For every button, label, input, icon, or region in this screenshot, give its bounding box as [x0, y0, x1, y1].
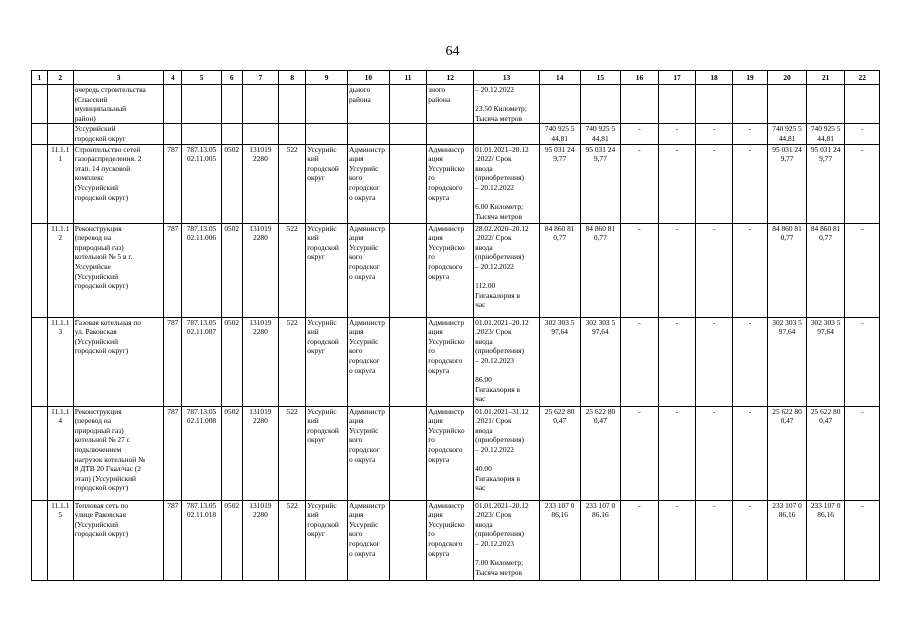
- cell-amount-14: [539, 85, 580, 124]
- cell-col-1: [32, 317, 48, 406]
- cell-object-name: Газовая котельная по ул. Раковская (Уссурийский городской округ): [73, 317, 164, 406]
- cell-territory: Уссурийс кий городской округ: [306, 144, 348, 223]
- cell-code-8: [279, 85, 306, 124]
- cell-amount-20: 25 622 80 0,47: [768, 406, 807, 500]
- cell-amount-15: 302 303 5 97,64: [580, 317, 621, 406]
- cell-col-11: [389, 124, 427, 144]
- cell-customer: Администр ация Уссурийс кого городског о округа: [347, 223, 389, 317]
- cell-term-and-capacity: 01.01.2021–20.12 .2023/ Срок ввода (приобретения) – 20.12.2023 7.00 Километр; Тысяча метров: [474, 500, 540, 580]
- table-row: [32, 144, 880, 223]
- cell-code-6: 0502: [221, 223, 242, 317]
- cell-col-17: -: [658, 144, 696, 223]
- cell-code-6: 0502: [221, 144, 242, 223]
- cell-code-8: 522: [279, 223, 306, 317]
- cell-col-11: [389, 223, 427, 317]
- cell-customer: Администр ация Уссурийс кого городског о округа: [347, 144, 389, 223]
- cell-amount-14: 95 031 24 9,77: [539, 144, 580, 223]
- cell-term-and-capacity: [474, 124, 540, 144]
- cell-col-19: [732, 85, 767, 124]
- cell-col-1: [32, 500, 48, 580]
- cell-row-number: [47, 85, 73, 124]
- cell-territory: [306, 124, 348, 144]
- cell-col-16: -: [621, 317, 659, 406]
- cell-col-22: -: [845, 406, 880, 500]
- cell-col-1: [32, 144, 48, 223]
- cell-col-17: [658, 85, 696, 124]
- column-header-20: 20: [768, 71, 807, 85]
- cell-amount-15: 84 860 81 0,77: [580, 223, 621, 317]
- cell-row-number: 11.1.1 3: [47, 317, 73, 406]
- cell-code-7: 131019 2280: [242, 500, 279, 580]
- cell-col-19: -: [732, 223, 767, 317]
- column-header-7: 7: [242, 71, 279, 85]
- cell-code-4: 787: [164, 144, 182, 223]
- cell-customer: Администр ация Уссурийс кого городског о округа: [347, 317, 389, 406]
- cell-code-8: [279, 124, 306, 144]
- cell-term-and-capacity: 28.02.2020–20.12 .2022/ Срок ввода (приобретения) – 20.12.2022 112.00 Гигакалория в час: [474, 223, 540, 317]
- table-row: [32, 223, 880, 317]
- cell-executor: Администр ация Уссурийско го городского округа: [427, 500, 474, 580]
- cell-object-name: Тепловая сеть по улице Раковская (Уссурийский городской округ): [73, 500, 164, 580]
- table-row: [32, 317, 880, 406]
- cell-col-1: [32, 124, 48, 144]
- table-body: [32, 71, 880, 581]
- cell-col-1: [32, 223, 48, 317]
- cell-col-19: -: [732, 124, 767, 144]
- cell-territory: Уссурийс кий городской округ: [306, 500, 348, 580]
- cell-row-number: [47, 124, 73, 144]
- column-header-11: 11: [389, 71, 427, 85]
- page-number: 64: [445, 44, 460, 59]
- cell-customer: [347, 124, 389, 144]
- column-header-12: 12: [427, 71, 474, 85]
- cell-amount-14: 302 303 5 97,64: [539, 317, 580, 406]
- cell-code-4: [164, 85, 182, 124]
- cell-object-name: очередь строительства (Спасский муниципальный район): [73, 85, 164, 124]
- cell-col-18: [696, 85, 733, 124]
- cell-amount-21: 302 303 5 97,64: [806, 317, 845, 406]
- cell-col-18: -: [696, 406, 733, 500]
- cell-col-11: [389, 85, 427, 124]
- cell-amount-14: 740 925 5 44,81: [539, 124, 580, 144]
- cell-row-number: 11.1.1 2: [47, 223, 73, 317]
- cell-code-4: 787: [164, 500, 182, 580]
- cell-col-18: -: [696, 500, 733, 580]
- cell-row-number: 11.1.1 1: [47, 144, 73, 223]
- cell-amount-20: [768, 85, 807, 124]
- cell-amount-21: 740 925 5 44,81: [806, 124, 845, 144]
- cell-code-6: 0502: [221, 500, 242, 580]
- cell-col-16: -: [621, 406, 659, 500]
- column-header-22: 22: [845, 71, 880, 85]
- cell-code-8: 522: [279, 144, 306, 223]
- column-header-14: 14: [539, 71, 580, 85]
- cell-code-5: [182, 85, 222, 124]
- cell-code-6: 0502: [221, 317, 242, 406]
- cell-col-1: [32, 406, 48, 500]
- column-header-21: 21: [806, 71, 845, 85]
- cell-col-22: -: [845, 124, 880, 144]
- cell-executor: Администр ация Уссурийско го городского округа: [427, 406, 474, 500]
- cell-code-7: 131019 2280: [242, 317, 279, 406]
- cell-term-and-capacity: 01.01.2021–20.12 .2023/ Срок ввода (приобретения) – 20.12.2023 86.00 Гигакалория в час: [474, 317, 540, 406]
- cell-amount-21: 233 107 0 86,16: [806, 500, 845, 580]
- cell-executor: Администр ация Уссурийско го городского округа: [427, 223, 474, 317]
- column-header-1: 1: [32, 71, 48, 85]
- cell-code-4: [164, 124, 182, 144]
- cell-object-name: Реконструкция (перевод на природный газ) котельной № 5 в г. Уссурийске (Уссурийский городской округ): [73, 223, 164, 317]
- cell-col-1: [32, 85, 48, 124]
- cell-customer: Администр ация Уссурийс кого городског о округа: [347, 500, 389, 580]
- cell-code-7: 131019 2280: [242, 144, 279, 223]
- cell-executor: [427, 124, 474, 144]
- cell-code-7: 131019 2280: [242, 406, 279, 500]
- cell-col-18: -: [696, 317, 733, 406]
- table-row: [32, 500, 880, 580]
- cell-code-4: 787: [164, 406, 182, 500]
- cell-col-11: [389, 500, 427, 580]
- cell-amount-15: 740 925 5 44,81: [580, 124, 621, 144]
- cell-code-6: [221, 124, 242, 144]
- cell-code-5: 787.13.05 02.11.005: [182, 144, 222, 223]
- cell-row-number: 11.1.1 5: [47, 500, 73, 580]
- cell-col-17: -: [658, 223, 696, 317]
- cell-amount-15: 233 107 0 86,16: [580, 500, 621, 580]
- table-row: [32, 124, 880, 144]
- cell-code-4: 787: [164, 223, 182, 317]
- cell-code-4: 787: [164, 317, 182, 406]
- cell-amount-14: 25 622 80 0,47: [539, 406, 580, 500]
- cell-col-18: -: [696, 144, 733, 223]
- cell-amount-14: 84 860 81 0,77: [539, 223, 580, 317]
- cell-customer: Администр ация Уссурийс кого городског о округа: [347, 406, 389, 500]
- cell-code-6: 0502: [221, 406, 242, 500]
- cell-col-22: -: [845, 500, 880, 580]
- column-header-16: 16: [621, 71, 659, 85]
- cell-territory: Уссурийс кий городской округ: [306, 317, 348, 406]
- cell-object-name: Уссурийский городской округ: [73, 124, 164, 144]
- cell-term-and-capacity: 01.01.2021–20.12 .2022/ Срок ввода (приобретения) – 20.12.2022 6.00 Километр; Тысяча метров: [474, 144, 540, 223]
- cell-customer: дьного района: [347, 85, 389, 124]
- column-header-5: 5: [182, 71, 222, 85]
- cell-code-5: 787.13.05 02.11.018: [182, 500, 222, 580]
- table-row: [32, 85, 880, 124]
- column-header-3: 3: [73, 71, 164, 85]
- cell-amount-15: 95 031 24 9,77: [580, 144, 621, 223]
- cell-col-22: [845, 85, 880, 124]
- cell-amount-20: 302 303 5 97,64: [768, 317, 807, 406]
- column-header-6: 6: [221, 71, 242, 85]
- cell-executor: Администр ация Уссурийско го городского округа: [427, 317, 474, 406]
- cell-amount-20: 84 860 81 0,77: [768, 223, 807, 317]
- cell-code-8: 522: [279, 317, 306, 406]
- cell-col-16: -: [621, 223, 659, 317]
- column-header-19: 19: [732, 71, 767, 85]
- cell-executor: зного района: [427, 85, 474, 124]
- column-header-18: 18: [696, 71, 733, 85]
- cell-object-name: Строительство сетей газораспределения. 2 этап. 14 пусковой комплекс (Уссурийский городской округ): [73, 144, 164, 223]
- column-header-4: 4: [164, 71, 182, 85]
- cell-object-name: Реконструкция (перевод на природный газ) котельной № 27 с подключением нагрузок котельной № 8 ДТВ 20 Гкал/час (2 этап) (Уссурийский городской округ): [73, 406, 164, 500]
- cell-col-16: [621, 85, 659, 124]
- cell-term-and-capacity: 01.01.2021–31.12 .2021/ Срок ввода (приобретения) – 20.12.2022 40.00 Гигакалория в час: [474, 406, 540, 500]
- cell-territory: [306, 85, 348, 124]
- cell-amount-15: 25 622 80 0,47: [580, 406, 621, 500]
- cell-col-18: -: [696, 124, 733, 144]
- cell-code-5: [182, 124, 222, 144]
- cell-col-16: -: [621, 144, 659, 223]
- cell-amount-15: [580, 85, 621, 124]
- cell-code-6: [221, 85, 242, 124]
- cell-col-17: -: [658, 317, 696, 406]
- cell-col-11: [389, 317, 427, 406]
- cell-amount-21: 84 860 81 0,77: [806, 223, 845, 317]
- cell-amount-20: 95 031 24 9,77: [768, 144, 807, 223]
- budget-table: [31, 70, 880, 581]
- cell-code-7: [242, 124, 279, 144]
- cell-territory: Уссурийс кий городской округ: [306, 406, 348, 500]
- cell-row-number: 11.1.1 4: [47, 406, 73, 500]
- column-header-15: 15: [580, 71, 621, 85]
- cell-col-22: -: [845, 144, 880, 223]
- cell-code-7: 131019 2280: [242, 223, 279, 317]
- cell-col-17: -: [658, 500, 696, 580]
- table-row: [32, 406, 880, 500]
- cell-amount-21: [806, 85, 845, 124]
- cell-amount-14: 233 107 0 86,16: [539, 500, 580, 580]
- cell-code-5: 787.13.05 02.11.006: [182, 223, 222, 317]
- cell-code-8: 522: [279, 500, 306, 580]
- cell-col-16: -: [621, 124, 659, 144]
- cell-col-19: -: [732, 406, 767, 500]
- cell-col-17: -: [658, 406, 696, 500]
- cell-col-17: -: [658, 124, 696, 144]
- header-row: [32, 71, 880, 85]
- cell-amount-20: 233 107 0 86,16: [768, 500, 807, 580]
- cell-amount-20: 740 925 5 44,81: [768, 124, 807, 144]
- cell-amount-21: 95 031 24 9,77: [806, 144, 845, 223]
- cell-code-5: 787.13.05 02.11.008: [182, 406, 222, 500]
- cell-amount-21: 25 622 80 0,47: [806, 406, 845, 500]
- cell-term-and-capacity: – 20.12.2022 23.50 Километр; Тысяча метров: [474, 85, 540, 124]
- cell-col-19: -: [732, 317, 767, 406]
- cell-col-19: -: [732, 144, 767, 223]
- cell-territory: Уссурийс кий городской округ: [306, 223, 348, 317]
- cell-col-16: -: [621, 500, 659, 580]
- column-header-2: 2: [47, 71, 73, 85]
- column-header-13: 13: [474, 71, 540, 85]
- column-header-17: 17: [658, 71, 696, 85]
- column-header-9: 9: [306, 71, 348, 85]
- cell-executor: Администр ация Уссурийско го городского округа: [427, 144, 474, 223]
- cell-col-19: -: [732, 500, 767, 580]
- cell-col-11: [389, 406, 427, 500]
- column-header-10: 10: [347, 71, 389, 85]
- cell-code-5: 787.13.05 02.11.007: [182, 317, 222, 406]
- cell-col-22: -: [845, 317, 880, 406]
- cell-code-7: [242, 85, 279, 124]
- cell-code-8: 522: [279, 406, 306, 500]
- cell-col-18: -: [696, 223, 733, 317]
- column-header-8: 8: [279, 71, 306, 85]
- cell-col-22: -: [845, 223, 880, 317]
- cell-col-11: [389, 144, 427, 223]
